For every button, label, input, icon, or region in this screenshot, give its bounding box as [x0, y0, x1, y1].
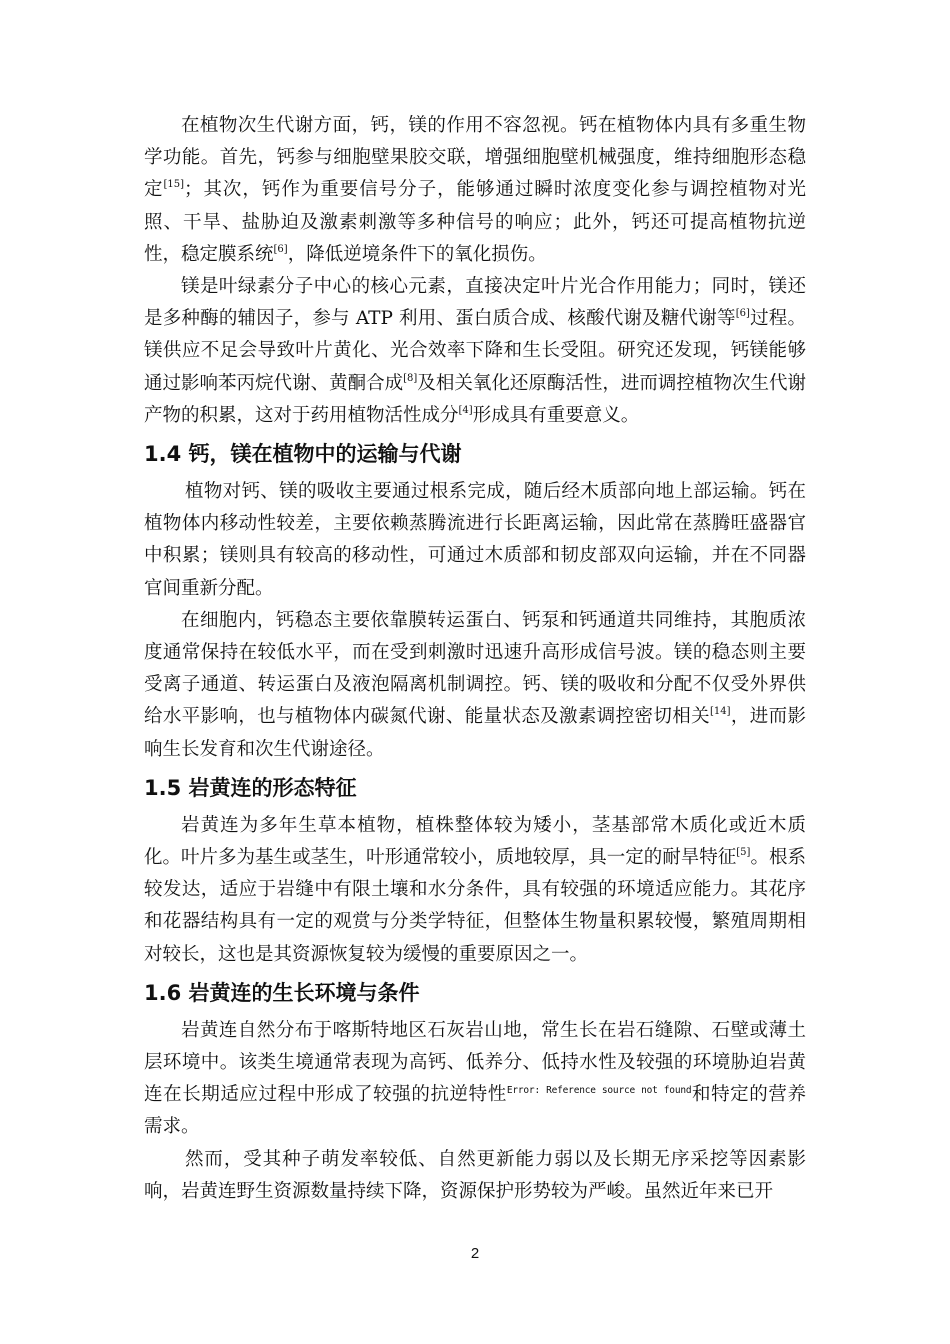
section-heading-1-6: 1.6 岩黄连的生长环境与条件	[144, 980, 420, 1005]
citation-ref: [14]	[709, 706, 731, 718]
paragraph-magnesium-role: 镁是叶绿素分子中心的核心元素，直接决定叶片光合作用能力；同时，镁还是多种酶的辅因子，参与 ATP 利用、蛋白质合成、核酸代谢及糖代谢等[6]过程。镁供应不足会导致叶片黄化、光合效率下降和生长受阻。研究还发现，钙镁能够通过影响苯丙烷代谢、黄酮合成[8]及相关氧化还原酶活性，进而调控植物次生代谢产物的积累，这对于药用植物活性成分[4]形成具有重要意义。	[144, 276, 806, 426]
section-heading-1-5: 1.5 岩黄连的形态特征	[144, 775, 357, 800]
paragraph-cellular-homeostasis: 在细胞内，钙稳态主要依靠膜转运蛋白、钙泵和钙通道共同维持，其胞质浓度通常保持在较低水平，而在受到刺激时迅速升高形成信号波。镁的稳态则主要受离子通道、转运蛋白及液泡隔离机制调控。钙、镁的吸收和分配不仅受外界供给水平影响，也与植物体内碳氮代谢、能量状态及激素调控密切相关[14]，进而影响生长发育和次生代谢途径。	[144, 609, 806, 760]
citation-ref: [5]	[736, 847, 751, 859]
reference-error-field: Error: Reference source not found	[506, 1085, 692, 1097]
paragraph-morphology: 岩黄连为多年生草本植物，植株整体较为矮小，茎基部常木质化或近木质化。叶片多为基生或茎生，叶形通常较小，质地较厚，具一定的耐旱特征[5]。根系较发达，适应于岩缝中有限土壤和水分条件，具有较强的环境适应能力。其花序和花器结构具有一定的观赏与分类学特征，但整体生物量积累较慢，繁殖周期相对较长，这也是其资源恢复较为缓慢的重要原因之一。	[144, 814, 806, 965]
paragraph-resource-decline: 然而，受其种子萌发率较低、自然更新能力弱以及长期无序采挖等因素影响，岩黄连野生资源数量持续下降，资源保护形势较为严峻。虽然近年来已开	[144, 1148, 806, 1202]
page-number: 2	[470, 1245, 480, 1262]
paragraph-calcium-magnesium-secondary-metabolism: 在植物次生代谢方面，钙，镁的作用不容忽视。钙在植物体内具有多重生物学功能。首先，钙参与细胞壁果胶交联，增强细胞壁机械强度，维持细胞形态稳定[15]；其次，钙作为重要信号分子，能够通过瞬时浓度变化参与调控植物对光照、干旱、盐胁迫及激素刺激等多种信号的响应；此外，钙还可提高植物抗逆性，稳定膜系统[6]，降低逆境条件下的氧化损伤。	[144, 115, 806, 265]
paragraph-uptake-transport: 植物对钙、镁的吸收主要通过根系完成，随后经木质部向地上部运输。钙在植物体内移动性较差，主要依赖蒸腾流进行长距离运输，因此常在蒸腾旺盛器官中积累；镁则具有较高的移动性，可通过木质部和韧皮部双向运输，并在不同器官间重新分配。	[144, 481, 806, 599]
citation-ref: [15]	[163, 179, 184, 191]
paragraph-habitat: 岩黄连自然分布于喀斯特地区石灰岩山地，常生长在岩石缝隙、石壁或薄土层环境中。该类生境通常表现为高钙、低养分、低持水性及较强的环境胁迫岩黄连在长期适应过程中形成了较强的抗逆特性$^{Error: Reference source not found}$和特定的营养需求。	[144, 1019, 806, 1138]
page-body	[144, 110, 806, 1208]
citation-ref: [8]	[403, 372, 418, 384]
section-heading-1-4: 1.4 钙，镁在植物中的运输与代谢	[144, 442, 462, 467]
citation-ref: [4]	[458, 404, 473, 416]
citation-ref: [6]	[273, 243, 288, 255]
citation-ref: [6]	[735, 308, 750, 320]
